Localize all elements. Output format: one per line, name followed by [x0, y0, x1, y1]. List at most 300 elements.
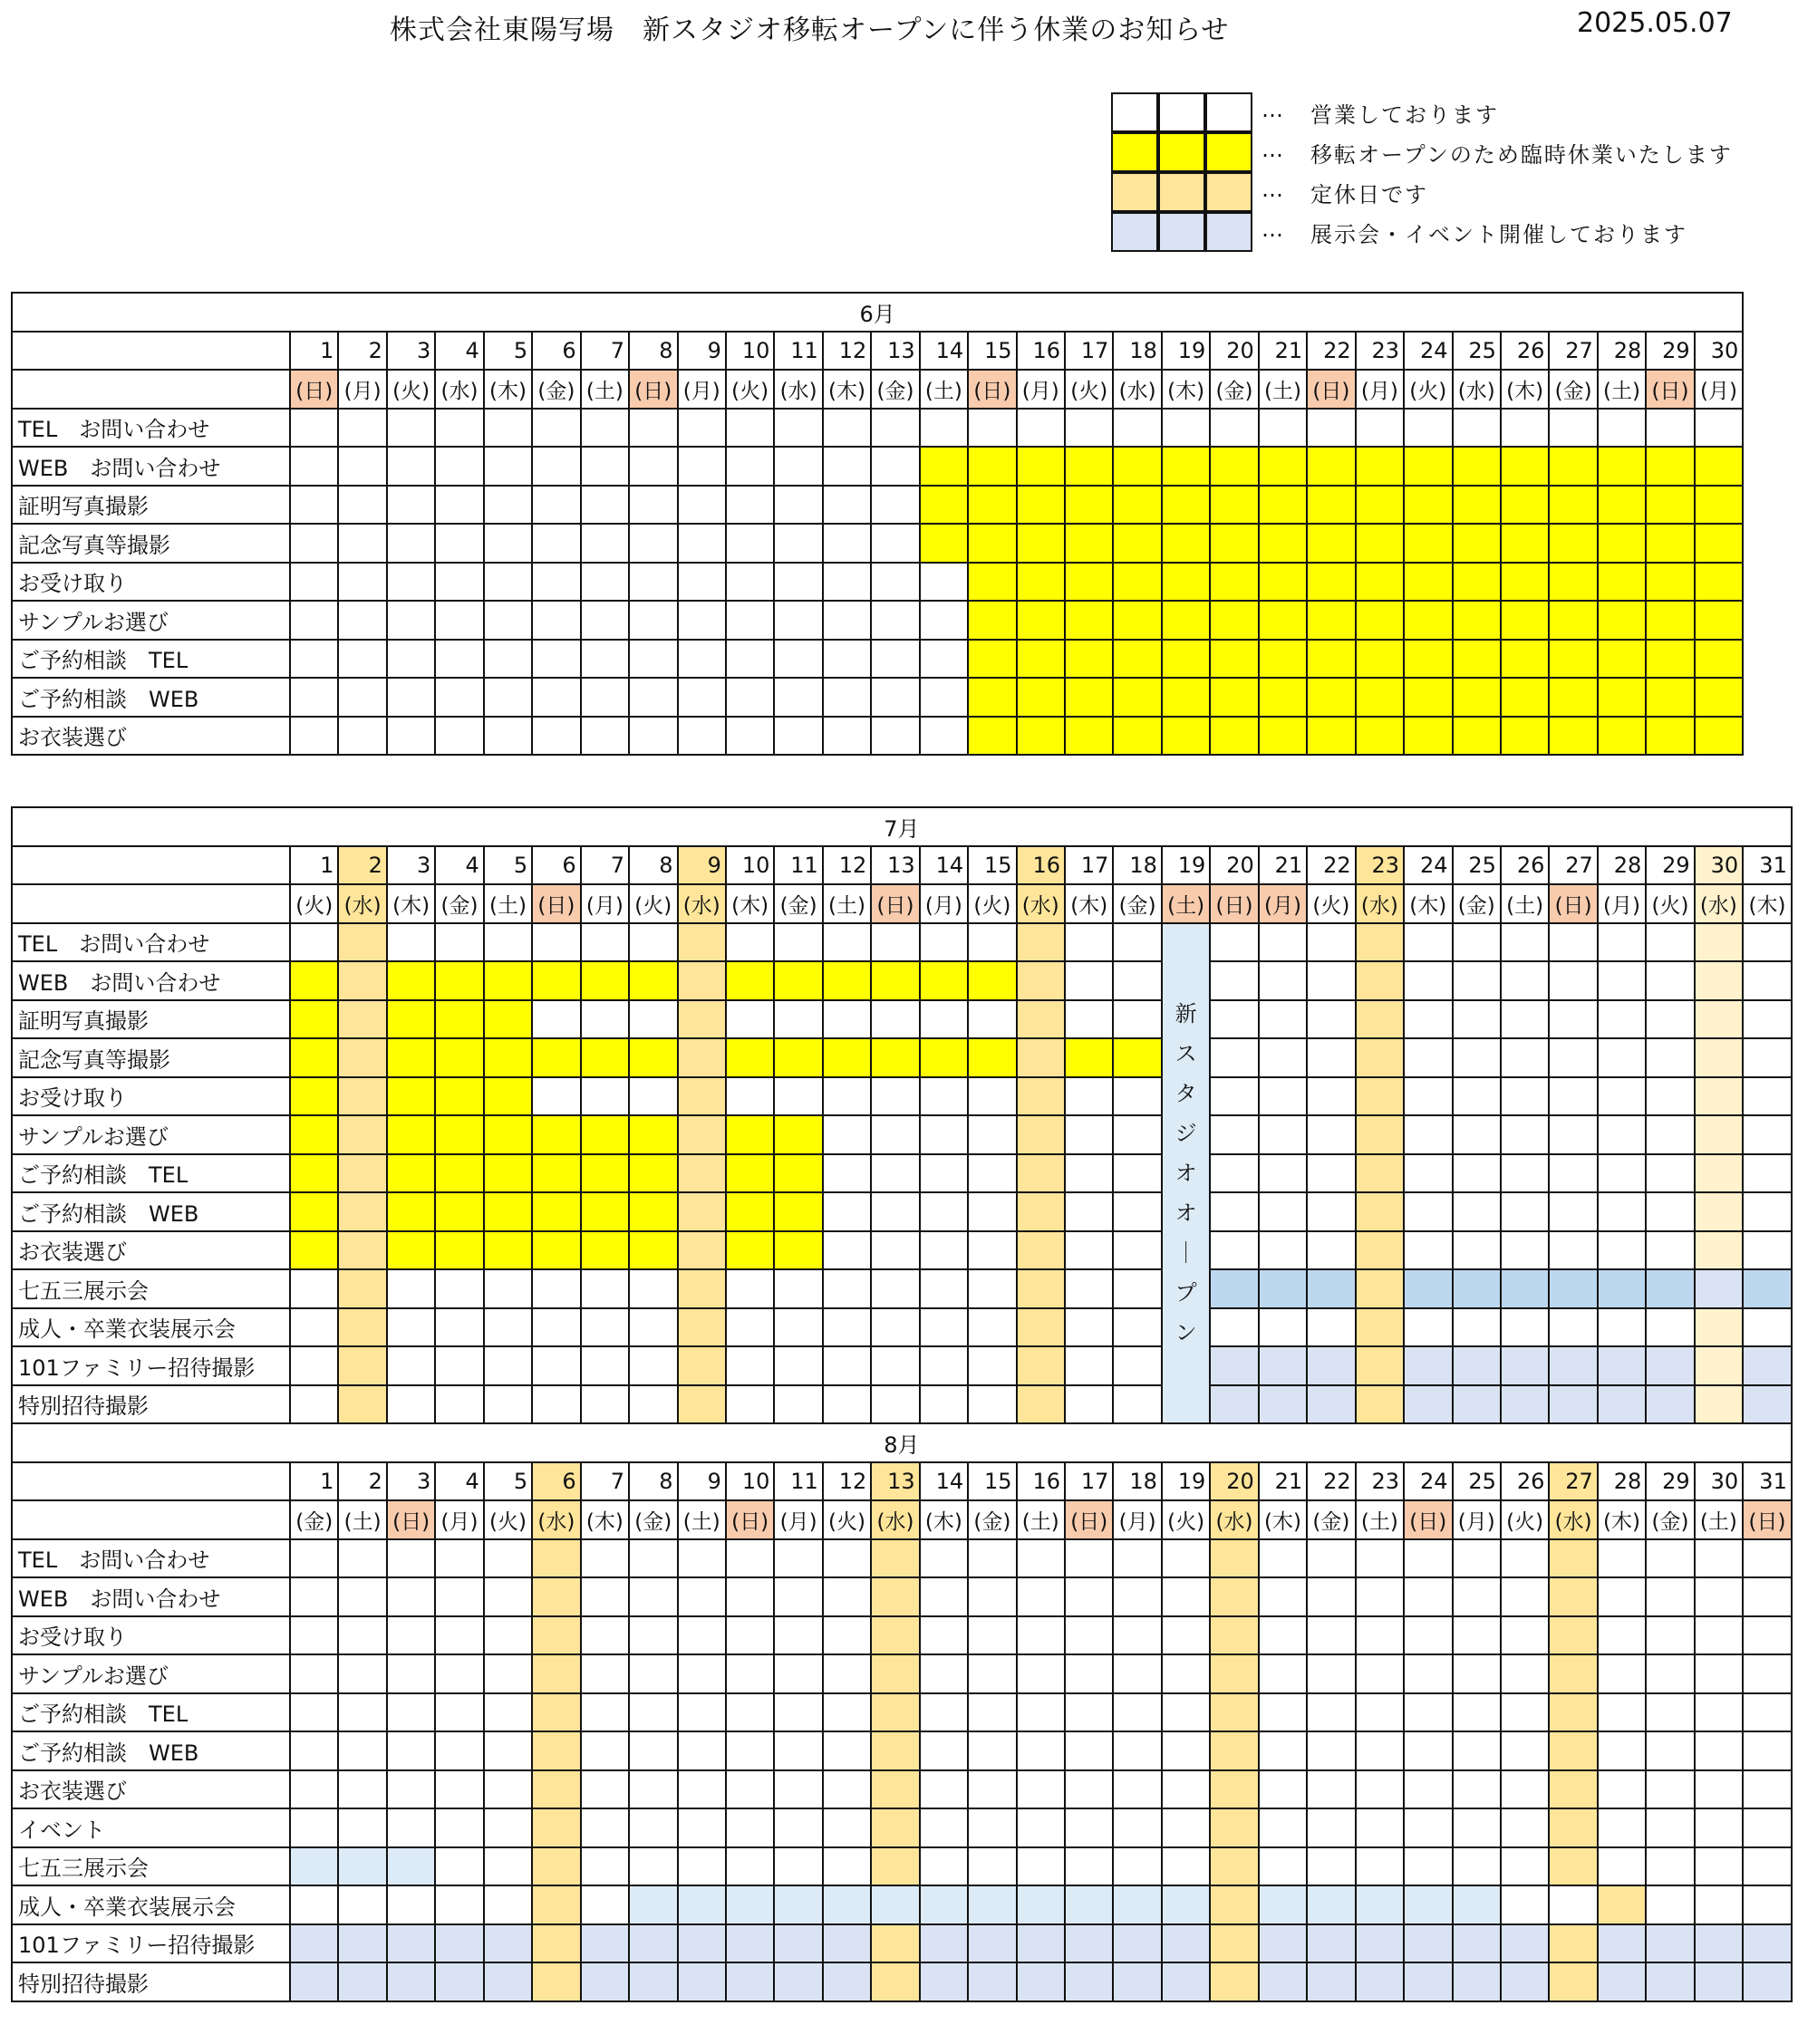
service-label: サンプルお選び: [12, 1654, 290, 1693]
schedule-cell: [1210, 717, 1258, 756]
schedule-cell: [1356, 1616, 1404, 1655]
schedule-cell: [968, 409, 1016, 448]
schedule-cell: [435, 1539, 483, 1578]
schedule-cell: [435, 1885, 483, 1924]
schedule-cell: [1501, 1770, 1549, 1809]
schedule-cell: [1307, 601, 1355, 640]
schedule-cell: [1695, 1885, 1743, 1924]
schedule-cell: [678, 563, 726, 602]
schedule-cell: [1549, 1308, 1597, 1347]
schedule-cell: [1065, 1154, 1113, 1193]
schedule-cell: [1113, 1231, 1161, 1270]
schedule-cell: [1113, 717, 1161, 756]
schedule-cell: [338, 1308, 386, 1347]
schedule-cell: [484, 1577, 532, 1616]
schedule-cell: [678, 1654, 726, 1693]
schedule-cell: [1695, 447, 1744, 486]
schedule-cell: [1646, 1847, 1694, 1886]
legend-swatch: [1205, 132, 1252, 172]
schedule-cell: [532, 1924, 580, 1963]
weekday: (火): [1646, 884, 1694, 923]
schedule-cell: [678, 1346, 726, 1385]
schedule-cell: [290, 1847, 338, 1886]
schedule-cell: [1549, 1346, 1597, 1385]
day-number: 18: [1113, 846, 1161, 885]
schedule-cell: [1549, 1693, 1597, 1732]
schedule-cell: [920, 717, 968, 756]
schedule-cell: [629, 1346, 677, 1385]
schedule-cell: [1113, 1539, 1161, 1578]
schedule-cell: [774, 601, 822, 640]
weekday: (金): [1453, 884, 1501, 923]
day-number: 10: [726, 332, 774, 371]
schedule-cell: [1210, 1385, 1258, 1424]
day-number: 13: [871, 846, 919, 885]
schedule-cell: [629, 524, 677, 563]
schedule-cell: [629, 447, 677, 486]
service-label: WEB お問い合わせ: [12, 961, 290, 1000]
opening-char: オ: [1174, 1200, 1197, 1226]
schedule-cell: [871, 1115, 919, 1154]
schedule-cell: [290, 1808, 338, 1847]
schedule-cell: [678, 1000, 726, 1039]
schedule-cell: [968, 1808, 1016, 1847]
schedule-cell: [1162, 1654, 1210, 1693]
new-studio-opening-banner: [1162, 923, 1210, 1424]
schedule-cell: [581, 447, 629, 486]
schedule-cell: [1646, 601, 1694, 640]
schedule-cell: [1307, 1693, 1355, 1732]
schedule-cell: [581, 961, 629, 1000]
service-label: TEL お問い合わせ: [12, 923, 290, 962]
schedule-cell: [1113, 678, 1161, 717]
schedule-cell: [1646, 1269, 1694, 1308]
day-number: 8: [629, 846, 677, 885]
schedule-cell: [1646, 524, 1694, 563]
schedule-cell: [1017, 1731, 1065, 1770]
schedule-cell: [387, 1654, 435, 1693]
schedule-cell: [1356, 1346, 1404, 1385]
schedule-cell: [581, 678, 629, 717]
schedule-cell: [968, 1577, 1016, 1616]
legend-row-event: [1111, 212, 1798, 252]
day-number: 9: [678, 1462, 726, 1501]
schedule-cell: [871, 1077, 919, 1116]
schedule-cell: [1453, 1154, 1501, 1193]
day-number: 8: [629, 332, 677, 371]
schedule-cell: [726, 1616, 774, 1655]
schedule-cell: [1162, 1808, 1210, 1847]
schedule-cell: [290, 1616, 338, 1655]
service-label: TEL お問い合わせ: [12, 409, 290, 448]
schedule-cell: [484, 717, 532, 756]
schedule-cell: [1598, 1731, 1646, 1770]
schedule-cell: [1162, 1770, 1210, 1809]
schedule-cell: [484, 409, 532, 448]
schedule-cell: [1501, 1808, 1549, 1847]
schedule-cell: [1598, 1385, 1646, 1424]
schedule-cell: [484, 1192, 532, 1231]
day-number: 17: [1065, 332, 1113, 371]
schedule-cell: [871, 1308, 919, 1347]
schedule-cell: [871, 1192, 919, 1231]
schedule-cell: [629, 1192, 677, 1231]
schedule-cell: [1501, 1154, 1549, 1193]
schedule-cell: [1210, 923, 1258, 962]
schedule-cell: [1113, 1192, 1161, 1231]
schedule-cell: [678, 678, 726, 717]
schedule-cell: [1501, 1885, 1549, 1924]
schedule-cell: [871, 1654, 919, 1693]
day-number: 28: [1598, 332, 1646, 371]
schedule-cell: [1113, 640, 1161, 679]
schedule-cell: [1695, 1231, 1743, 1270]
legend-swatch: [1158, 132, 1205, 172]
schedule-cell: [774, 1385, 822, 1424]
schedule-cell: [581, 1038, 629, 1077]
schedule-cell: [1646, 1038, 1694, 1077]
schedule-cell: [581, 1924, 629, 1963]
schedule-cell: [1549, 1385, 1597, 1424]
legend-text: 展示会・イベント開催しております: [1310, 222, 1687, 247]
schedule-cell: [678, 1693, 726, 1732]
schedule-cell: [1113, 1269, 1161, 1308]
schedule-cell: [726, 601, 774, 640]
schedule-cell: [581, 1154, 629, 1193]
schedule-cell: [532, 1269, 580, 1308]
schedule-cell: [1695, 1539, 1743, 1578]
schedule-cell: [1065, 1962, 1113, 2001]
schedule-cell: [1017, 601, 1065, 640]
schedule-cell: [774, 447, 822, 486]
schedule-cell: [290, 1346, 338, 1385]
schedule-cell: [1598, 1000, 1646, 1039]
schedule-cell: [871, 1000, 919, 1039]
month-title: 7月: [12, 807, 1792, 846]
schedule-cell: [823, 1385, 871, 1424]
schedule-cell: [1598, 524, 1646, 563]
schedule-cell: [678, 961, 726, 1000]
schedule-cell: [1017, 1038, 1065, 1077]
schedule-cell: [1549, 1731, 1597, 1770]
service-label: 七五三展示会: [12, 1269, 290, 1308]
weekday: (土): [823, 884, 871, 923]
schedule-cell: [1113, 1577, 1161, 1616]
schedule-cell: [1356, 1808, 1404, 1847]
day-number: 16: [1017, 846, 1065, 885]
schedule-cell: [484, 1154, 532, 1193]
day-number: 19: [1162, 1462, 1210, 1501]
schedule-cell: [1646, 1231, 1694, 1270]
schedule-cell: [1695, 717, 1744, 756]
schedule-cell: [1453, 1885, 1501, 1924]
weekday: (土): [1501, 884, 1549, 923]
schedule-cell: [1017, 524, 1065, 563]
schedule-cell: [726, 1192, 774, 1231]
schedule-cell: [1743, 1924, 1792, 1963]
schedule-cell: [1307, 1385, 1355, 1424]
schedule-cell: [629, 1038, 677, 1077]
day-number: 26: [1501, 332, 1549, 371]
schedule-cell: [678, 409, 726, 448]
schedule-cell: [387, 1077, 435, 1116]
legend-swatch: [1111, 212, 1158, 252]
schedule-cell: [1453, 678, 1501, 717]
day-number: 30: [1695, 332, 1744, 371]
schedule-cell: [726, 1385, 774, 1424]
weekday: (月): [920, 884, 968, 923]
day-number: 2: [338, 332, 386, 371]
schedule-cell: [290, 1654, 338, 1693]
schedule-cell: [1453, 923, 1501, 962]
schedule-cell: [338, 1346, 386, 1385]
day-number: 31: [1743, 1462, 1792, 1501]
schedule-cell: [387, 1770, 435, 1809]
weekday: (水): [678, 884, 726, 923]
schedule-cell: [532, 678, 580, 717]
schedule-cell: [1404, 1770, 1452, 1809]
day-number: 4: [435, 846, 483, 885]
day-number: 2: [338, 1462, 386, 1501]
schedule-cell: [435, 1731, 483, 1770]
schedule-cell: [1356, 678, 1404, 717]
schedule-cell: [968, 1885, 1016, 1924]
schedule-cell: [1259, 1231, 1307, 1270]
schedule-cell: [1259, 1885, 1307, 1924]
schedule-cell: [871, 1616, 919, 1655]
schedule-cell: [1743, 1077, 1792, 1116]
schedule-cell: [387, 1192, 435, 1231]
schedule-cell: [290, 524, 338, 563]
schedule-cell: [1501, 1962, 1549, 2001]
opening-char: ｜: [1174, 1239, 1197, 1266]
schedule-cell: [629, 923, 677, 962]
schedule-cell: [1356, 1847, 1404, 1886]
schedule-cell: [1646, 1115, 1694, 1154]
schedule-cell: [1453, 1192, 1501, 1231]
schedule-cell: [1501, 640, 1549, 679]
schedule-cell: [1695, 640, 1744, 679]
weekday: (火): [1162, 1500, 1210, 1539]
schedule-cell: [1259, 1077, 1307, 1116]
schedule-cell: [290, 1154, 338, 1193]
schedule-cell: [968, 1000, 1016, 1039]
day-number: 27: [1549, 332, 1597, 371]
schedule-cell: [920, 1693, 968, 1732]
weekday: (火): [1065, 370, 1113, 409]
schedule-cell: [968, 563, 1016, 602]
schedule-cell: [629, 563, 677, 602]
schedule-cell: [387, 409, 435, 448]
weekday: (金): [1113, 884, 1161, 923]
schedule-cell: [968, 1154, 1016, 1193]
weekday: (火): [823, 1500, 871, 1539]
schedule-cell: [1113, 1847, 1161, 1886]
schedule-cell: [726, 923, 774, 962]
schedule-cell: [1646, 447, 1694, 486]
day-number: 22: [1307, 332, 1355, 371]
schedule-cell: [290, 923, 338, 962]
schedule-cell: [435, 678, 483, 717]
service-label: 成人・卒業衣装展示会: [12, 1308, 290, 1347]
schedule-cell: [532, 1693, 580, 1732]
legend-row-temporary-closure: [1111, 132, 1798, 172]
weekday: (月): [338, 370, 386, 409]
day-number: 13: [871, 1462, 919, 1501]
june-schedule-table: [11, 292, 1744, 756]
schedule-cell: [774, 1346, 822, 1385]
weekday: (水): [338, 884, 386, 923]
schedule-cell: [629, 1154, 677, 1193]
schedule-cell: [1549, 1000, 1597, 1039]
day-number: 17: [1065, 1462, 1113, 1501]
schedule-cell: [1307, 447, 1355, 486]
schedule-cell: [1646, 1808, 1694, 1847]
schedule-cell: [532, 1731, 580, 1770]
weekday: (土): [678, 1500, 726, 1539]
schedule-cell: [1356, 563, 1404, 602]
schedule-cell: [726, 1731, 774, 1770]
schedule-cell: [920, 1231, 968, 1270]
day-number: 14: [920, 1462, 968, 1501]
weekday: (金): [435, 884, 483, 923]
schedule-cell: [871, 1693, 919, 1732]
schedule-cell: [968, 1269, 1016, 1308]
schedule-cell: [968, 1654, 1016, 1693]
schedule-cell: [774, 1962, 822, 2001]
schedule-cell: [1307, 923, 1355, 962]
day-number: 12: [823, 332, 871, 371]
schedule-cell: [726, 1770, 774, 1809]
schedule-cell: [968, 1770, 1016, 1809]
schedule-cell: [1259, 923, 1307, 962]
schedule-cell: [1259, 1539, 1307, 1578]
schedule-cell: [1259, 409, 1307, 448]
day-number: 21: [1259, 846, 1307, 885]
schedule-cell: [1065, 563, 1113, 602]
schedule-cell: [1162, 640, 1210, 679]
schedule-cell: [1695, 961, 1743, 1000]
schedule-cell: [338, 1885, 386, 1924]
schedule-cell: [1598, 1192, 1646, 1231]
schedule-cell: [581, 640, 629, 679]
schedule-cell: [581, 1885, 629, 1924]
service-label: 七五三展示会: [12, 1847, 290, 1886]
schedule-cell: [629, 1577, 677, 1616]
schedule-cell: [1065, 1192, 1113, 1231]
day-number: 16: [1017, 1462, 1065, 1501]
schedule-cell: [1113, 1077, 1161, 1116]
schedule-cell: [581, 601, 629, 640]
weekday: (火): [1501, 1500, 1549, 1539]
day-number: 10: [726, 846, 774, 885]
schedule-cell: [1501, 678, 1549, 717]
schedule-cell: [1404, 1962, 1452, 2001]
day-number: 26: [1501, 1462, 1549, 1501]
schedule-cell: [1453, 601, 1501, 640]
weekday: (火): [726, 370, 774, 409]
schedule-cell: [678, 1808, 726, 1847]
schedule-cell: [290, 1385, 338, 1424]
schedule-cell: [871, 1269, 919, 1308]
schedule-cell: [1017, 409, 1065, 448]
schedule-cell: [1162, 1539, 1210, 1578]
weekday: (月): [1598, 884, 1646, 923]
day-number: 17: [1065, 846, 1113, 885]
schedule-cell: [823, 486, 871, 525]
schedule-cell: [920, 1654, 968, 1693]
schedule-cell: [1356, 1885, 1404, 1924]
schedule-cell: [1162, 717, 1210, 756]
schedule-cell: [532, 1770, 580, 1809]
day-number: 10: [726, 1462, 774, 1501]
schedule-cell: [1549, 409, 1597, 448]
schedule-cell: [387, 1000, 435, 1039]
day-number: 26: [1501, 846, 1549, 885]
service-label: WEB お問い合わせ: [12, 447, 290, 486]
schedule-cell: [726, 1000, 774, 1039]
schedule-cell: [1162, 1962, 1210, 2001]
schedule-cell: [1453, 1924, 1501, 1963]
legend-swatch: [1205, 92, 1252, 132]
day-number: 19: [1162, 332, 1210, 371]
schedule-cell: [1453, 1847, 1501, 1886]
weekday: (月): [1356, 370, 1404, 409]
legend-dots: …: [1262, 177, 1283, 202]
schedule-cell: [774, 1038, 822, 1077]
month-title: 6月: [12, 293, 1743, 332]
schedule-cell: [387, 678, 435, 717]
schedule-cell: [532, 447, 580, 486]
schedule-cell: [823, 1077, 871, 1116]
schedule-cell: [1404, 1885, 1452, 1924]
schedule-cell: [435, 717, 483, 756]
schedule-cell: [1404, 1346, 1452, 1385]
schedule-cell: [871, 1385, 919, 1424]
day-number: 30: [1695, 846, 1743, 885]
weekday: (火): [484, 1500, 532, 1539]
weekday: (水): [1113, 370, 1161, 409]
schedule-cell: [726, 524, 774, 563]
schedule-cell: [774, 1000, 822, 1039]
schedule-cell: [1113, 923, 1161, 962]
schedule-cell: [678, 1577, 726, 1616]
day-number: 24: [1404, 846, 1452, 885]
weekday: (火): [1307, 884, 1355, 923]
schedule-cell: [435, 447, 483, 486]
header-blank: [12, 1500, 290, 1539]
schedule-cell: [1259, 1385, 1307, 1424]
schedule-cell: [1743, 1154, 1792, 1193]
schedule-cell: [338, 1192, 386, 1231]
schedule-cell: [1356, 923, 1404, 962]
schedule-cell: [1017, 1770, 1065, 1809]
schedule-cell: [726, 1654, 774, 1693]
schedule-cell: [387, 1731, 435, 1770]
schedule-cell: [1549, 486, 1597, 525]
day-number: 18: [1113, 1462, 1161, 1501]
schedule-cell: [1113, 1693, 1161, 1732]
schedule-cell: [435, 601, 483, 640]
schedule-cell: [387, 961, 435, 1000]
schedule-cell: [1356, 1308, 1404, 1347]
schedule-cell: [1307, 1616, 1355, 1655]
schedule-cell: [678, 1616, 726, 1655]
service-label: お衣装選び: [12, 1231, 290, 1270]
schedule-cell: [1259, 678, 1307, 717]
schedule-cell: [435, 1000, 483, 1039]
schedule-cell: [387, 1885, 435, 1924]
